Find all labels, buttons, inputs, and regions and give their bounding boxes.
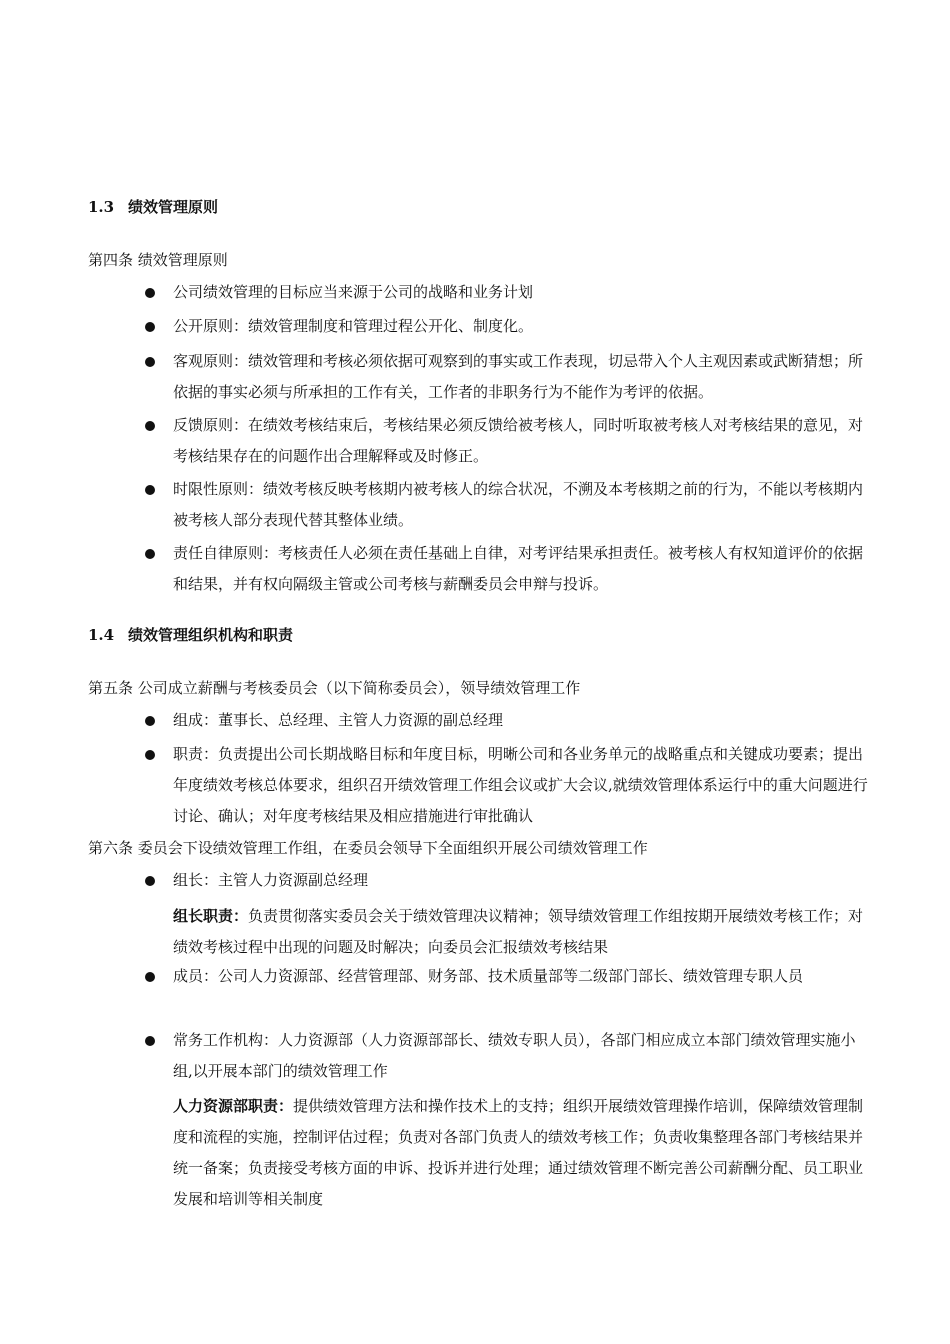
leader-duty-paragraph <box>173 901 868 963</box>
hr-duty-paragraph <box>173 1091 868 1215</box>
list-item: 公司绩效管理的目标应当来源于公司的战略和业务计划 <box>173 283 534 301</box>
article-6-title: 第六条 委员会下设绩效管理工作组，在委员会领导下全面组织开展公司绩效管理工作 <box>88 839 648 857</box>
bullet-icon <box>145 421 155 431</box>
section-heading-1-3 <box>88 196 218 217</box>
leader-duty-text: 负责贯彻落实委员会关于绩效管理决议精神；领导绩效管理工作组按期开展绩效考核工作；对绩效考核过程中出现的问题及时解决；向委员会汇报绩效考核结果 <box>173 907 864 956</box>
bullet-icon <box>145 750 155 760</box>
bullet-icon <box>145 485 155 495</box>
list-item: 职责：负责提出公司长期战略目标和年度目标，明晰公司和各业务单元的战略重点和关键成功要素；提出年度绩效考核总体要求，组织召开绩效管理工作组会议或扩大会议,就绩效管理体系运行中的重大问题进行讨论、确认；对年度考核结果及相应措施进行审批确认 <box>173 745 868 825</box>
hr-duty-label: 人力资源部职责： <box>173 1097 294 1115</box>
bullet-icon <box>145 357 155 367</box>
bullet-icon <box>145 322 155 332</box>
section-title: 绩效管理组织机构和职责 <box>128 626 294 644</box>
section-heading-1-4 <box>88 624 293 645</box>
bullet-icon <box>145 288 155 298</box>
list-item: 成员：公司人力资源部、经营管理部、财务部、技术质量部等二级部门部长、绩效管理专职人员 <box>173 967 804 985</box>
bullet-icon <box>145 549 155 559</box>
bullet-icon <box>145 716 155 726</box>
article-4-title: 第四条 绩效管理原则 <box>88 251 228 269</box>
bullet-icon <box>145 972 155 982</box>
bullet-icon <box>145 1036 155 1046</box>
list-item: 反馈原则：在绩效考核结束后，考核结果必须反馈给被考核人，同时听取被考核人对考核结果的意见，对考核结果存在的问题作出合理解释或及时修正。 <box>173 416 864 465</box>
section-title: 绩效管理原则 <box>128 198 219 216</box>
bullet-icon <box>145 876 155 886</box>
section-number: 1.3 <box>88 198 115 216</box>
list-item: 组长：主管人力资源副总经理 <box>173 871 369 889</box>
section-number: 1.4 <box>88 626 115 644</box>
article-5-title: 第五条 公司成立薪酬与考核委员会（以下简称委员会），领导绩效管理工作 <box>88 679 581 697</box>
list-item: 时限性原则：绩效考核反映考核期内被考核人的综合状况，不溯及本考核期之前的行为，不能以考核期内被考核人部分表现代替其整体业绩。 <box>173 480 864 529</box>
list-item: 客观原则：绩效管理和考核必须依据可观察到的事实或工作表现，切忌带入个人主观因素或武断猜想；所依据的事实必须与所承担的工作有关，工作者的非职务行为不能作为考评的依据。 <box>173 352 864 401</box>
list-item: 组成：董事长、总经理、主管人力资源的副总经理 <box>173 711 504 729</box>
leader-duty-label: 组长职责： <box>173 907 249 925</box>
hr-duty-text: 提供绩效管理方法和操作技术上的支持；组织开展绩效管理操作培训，保障绩效管理制度和流程的实施，控制评估过程；负责对各部门负责人的绩效考核工作；负责收集整理各部门考核结果并统一备案；负责接受考核方面的申诉、投诉并进行处理；通过绩效管理不断完善公司薪酬分配、员工职业发展和培训等相关制度 <box>173 1097 864 1208</box>
list-item: 责任自律原则：考核责任人必须在责任基础上自律，对考评结果承担责任。被考核人有权知道评价的依据和结果，并有权向隔级主管或公司考核与薪酬委员会申辩与投诉。 <box>173 544 864 593</box>
list-item: 常务工作机构：人力资源部（人力资源部部长、绩效专职人员），各部门相应成立本部门绩效管理实施小组,以开展本部门的绩效管理工作 <box>173 1031 856 1080</box>
list-item: 公开原则：绩效管理制度和管理过程公开化、制度化。 <box>173 317 534 335</box>
